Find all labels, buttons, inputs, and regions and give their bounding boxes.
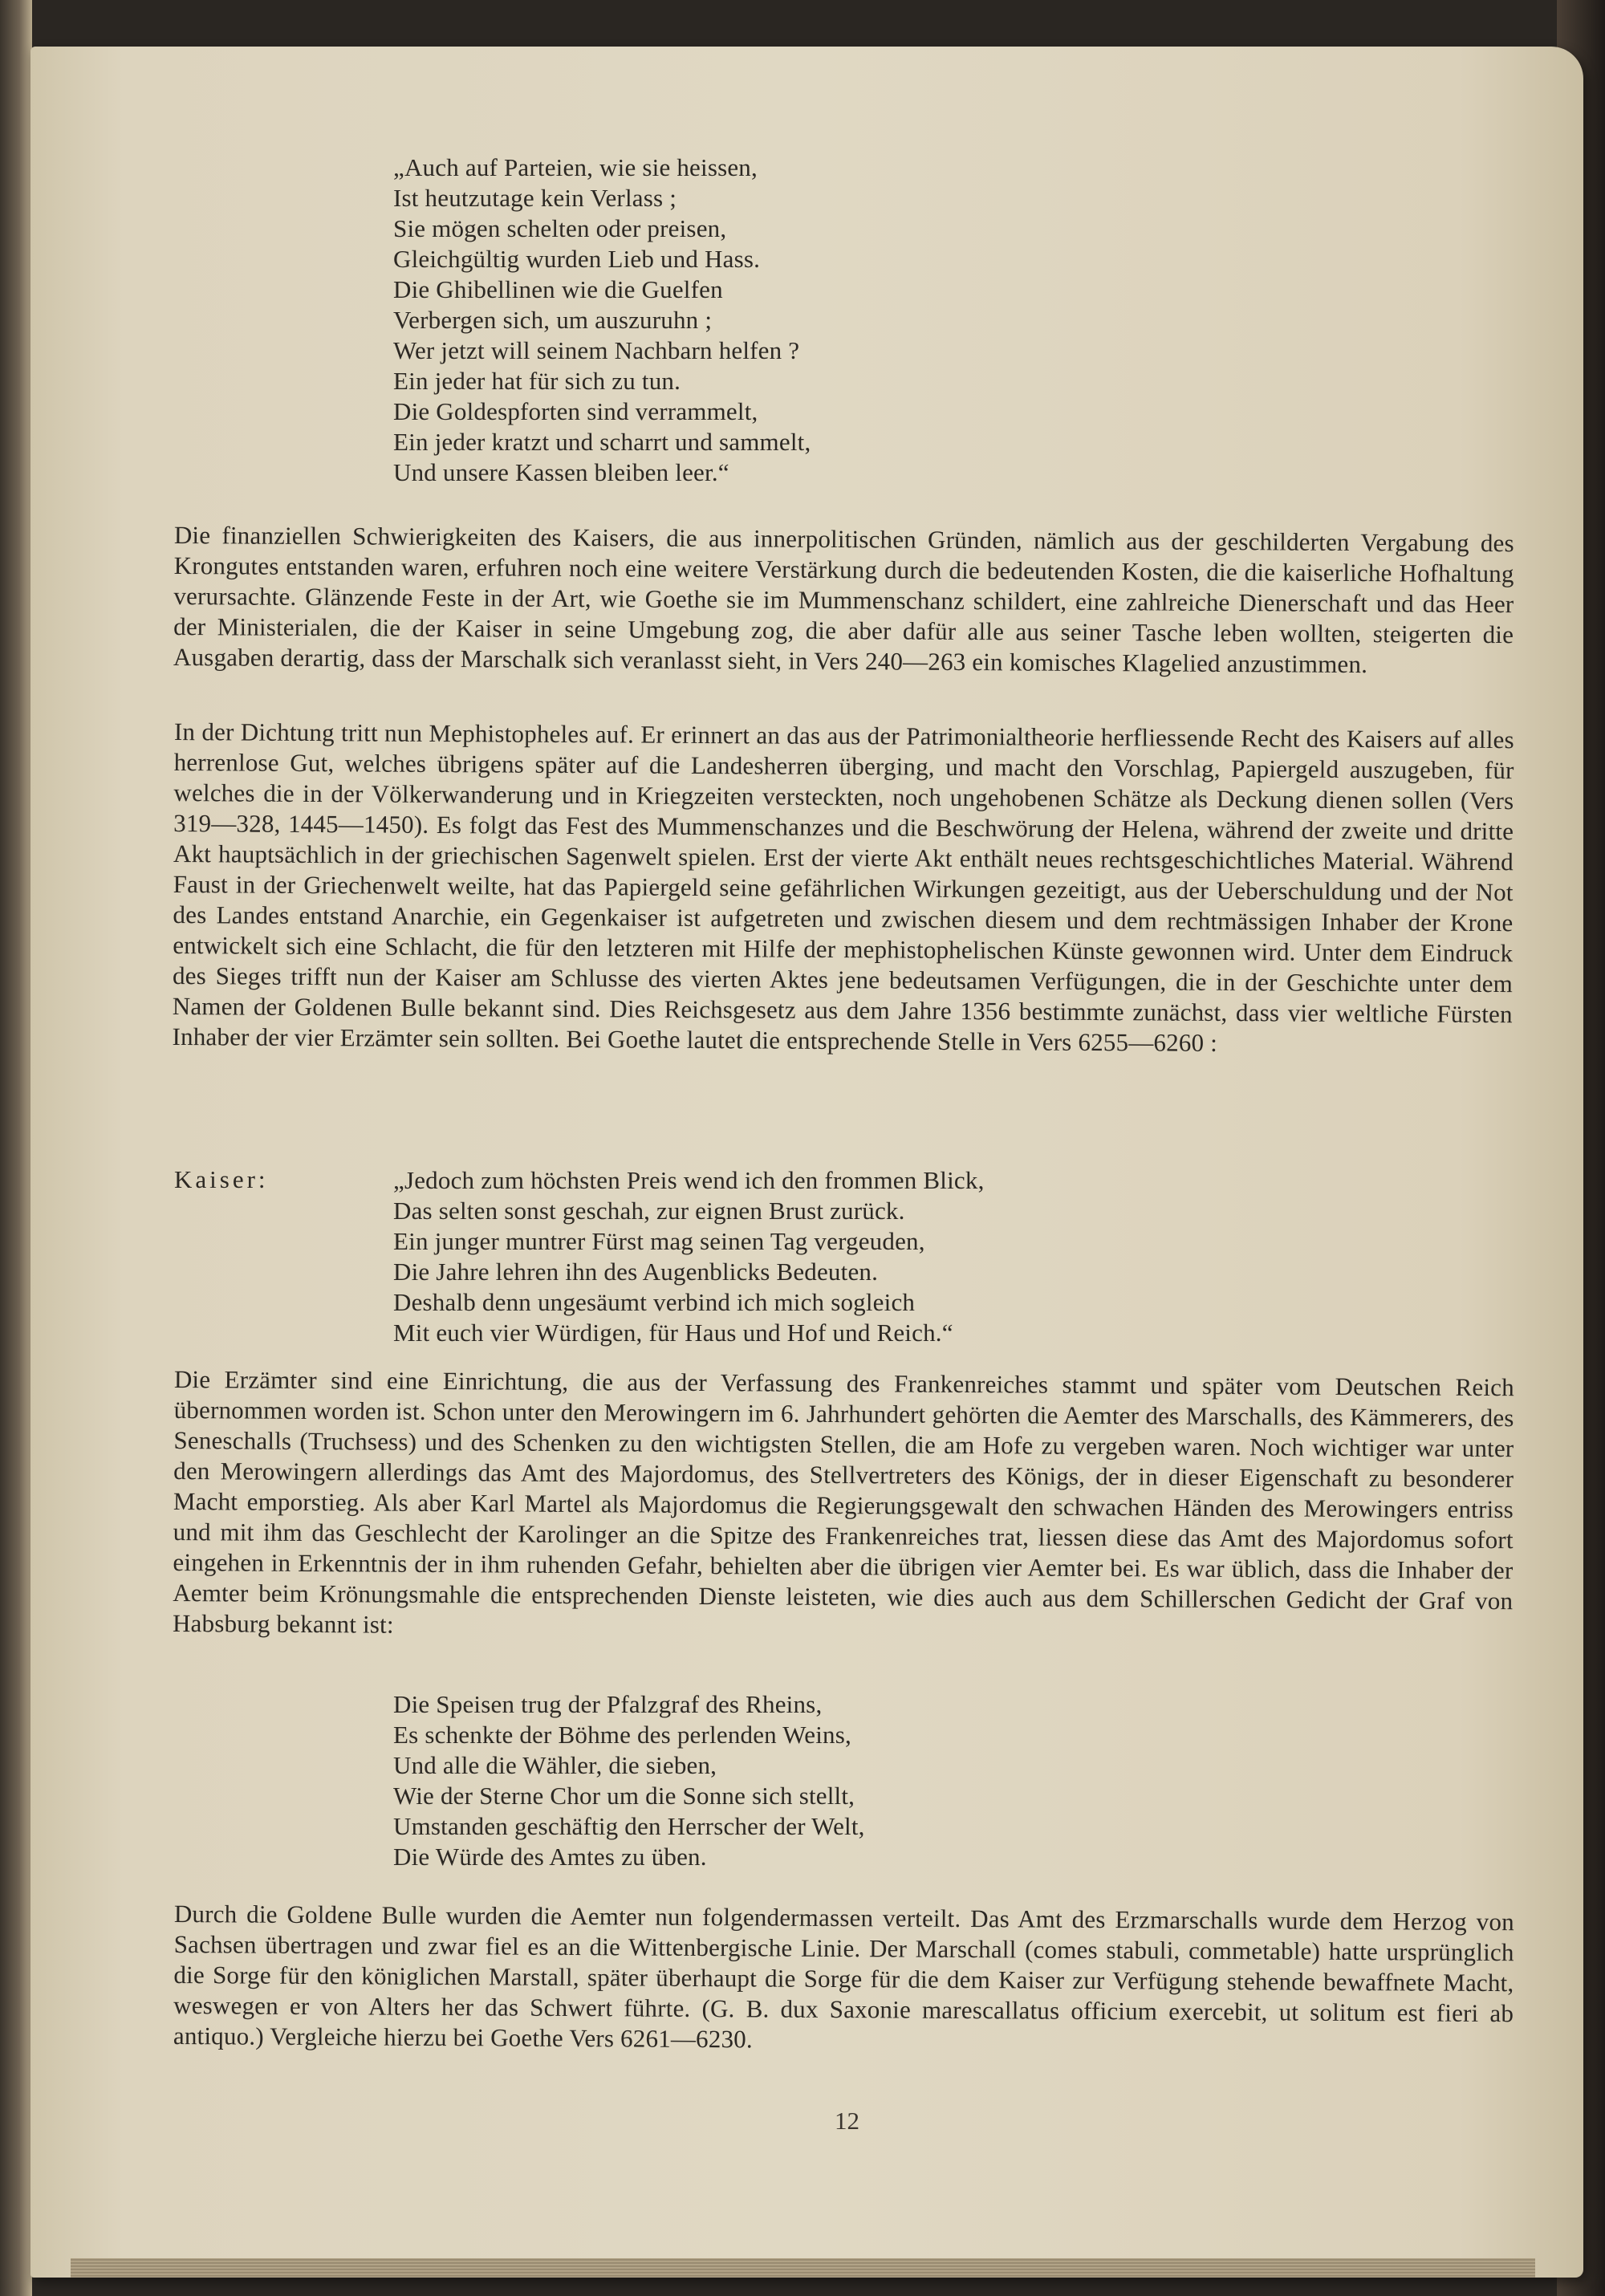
- verse-line: Die Jahre lehren ihn des Augenblicks Bedeuten.: [393, 1258, 879, 1286]
- paragraph-4: Durch die Goldene Bulle wurden die Aemter nun folgendermassen verteilt. Das Amt des Erzmarschalls wurde dem Herzog von Sachsen übertragen und zwar fiel es an die Wittenbergische Linie. Der Marschall (comes stabuli, commetable) hatte ursprünglich die Sorge für den königlichen Marstall, später überhaupt die Sorge für die dem Kaiser zur Verfügung stehende bewaffnete Macht, weswegen er von Alters her das Schwert führte. (G. B. dux Saxonie marescallatus officium exercebit, ut solitum est fieri ab antiquo.) Vergleiche hierzu bei Goethe Vers 6261—6230.: [173, 1900, 1514, 2054]
- verse-line: „Jedoch zum höchsten Preis wend ich den frommen Blick,: [393, 1166, 985, 1194]
- verse-line: Die Goldespforten sind verrammelt,: [393, 397, 758, 425]
- verse-block-1: [393, 152, 811, 488]
- verse-line: Ein jeder hat für sich zu tun.: [393, 367, 681, 395]
- verse-line: „Auch auf Parteien, wie sie heissen,: [393, 153, 758, 181]
- verse-line: Und unsere Kassen bleiben leer.“: [393, 458, 729, 486]
- verse-line: Die Ghibellinen wie die Guelfen: [393, 275, 723, 303]
- verse-line: Deshalb denn ungesäumt verbind ich mich sogleich: [393, 1288, 916, 1316]
- verse-line: Ist heutzutage kein Verlass ;: [393, 184, 677, 212]
- verse-line: Wer jetzt will seinem Nachbarn helfen ?: [393, 336, 800, 364]
- verse-line: Mit euch vier Würdigen, für Haus und Hof und Reich.“: [393, 1319, 953, 1347]
- verse-line: Sie mögen schelten oder preisen,: [393, 214, 727, 242]
- paragraph-3: Die Erzämter sind eine Einrichtung, die aus der Verfassung des Frankenreiches stammt und später vom Deutschen Reich übernommen worden ist. Schon unter den Merowingern im 6. Jahrhundert gehörten die Aemter des Marschalls, des Kämmerers, des Seneschalls (Truchsess) und des Schenken zu den wichtigsten Stellen, die am Hofe zu vergeben waren. Noch wichtiger war unter den Merowingern allerdings das Amt des Majordomus, des Stellvertreters des Königs, der in dieser Eigenschaft zu besonderer Macht emporstieg. Als aber Karl Martel als Majordomus die Regierungsgewalt den schwachen Händen des Merowingers entriss und mit ihm das Geschlecht der Karolinger an die Spitze des Frankenreiches trat, liessen diese das Amt des Majordomus sofort eingehen in Erkenntnis der in ihm ruhenden Gefahr, behielten aber die übrigen vier Aemter bei. Es war üblich, dass die Inhaber der Aemter beim Krönungsmahle die entsprechenden Dienste leisteten, wie dies auch aus dem Schillerschen Gedicht der Graf von Habsburg bekannt ist:: [172, 1365, 1514, 1639]
- verse-line: Und alle die Wähler, die sieben,: [393, 1751, 717, 1779]
- verse-block-3: [393, 1689, 865, 1872]
- verse-line: Die Speisen trug der Pfalzgraf des Rheins,: [393, 1690, 823, 1718]
- verse-line: Wie der Sterne Chor um die Sonne sich stellt,: [393, 1782, 855, 1810]
- book-spine-edge: [0, 0, 32, 2296]
- page-number: 12: [835, 2107, 859, 2135]
- verse-line: Die Würde des Amtes zu üben.: [393, 1843, 707, 1871]
- speaker-label: Kaiser:: [174, 1165, 269, 1193]
- verse-line: Das selten sonst geschah, zur eignen Brust zurück.: [393, 1197, 905, 1225]
- page-edge-stack: [71, 2258, 1535, 2278]
- paragraph-2: In der Dichtung tritt nun Mephistopheles auf. Er erinnert an das aus der Patrimonialtheorie herfliessende Recht des Kaisers auf alles herrenlose Gut, welches übrigens später auf die Landesherren überging, und macht den Vorschlag, Papiergeld auszugeben, für welches die in der Völkerwanderung und in Kriegzeiten versteckten, noch ungehobenen Schätze als Deckung dienen sollen (Vers 319—328, 1445—1450). Es folgt das Fest des Mummenschanzes und die Beschwörung der Helena, während der zweite und dritte Akt hauptsächlich in der griechischen Sagenwelt spielen. Erst der vierte Akt enthält neues rechtsgeschichtliches Material. Während Faust in der Griechenwelt weilte, hat das Papiergeld seine gefährlichen Wirkungen gezeitigt, aus der Ueberschuldung und der Not des Landes entstand Anarchie, ein Gegenkaiser ist aufgetreten und zwischen diesem und dem rechtmässigen Inhaber der Krone entwickelt sich eine Schlacht, die für den letzteren mit Hilfe der mephistophelischen Künste gewonnen wird. Unter dem Eindruck des Sieges trifft nun der Kaiser am Schlusse des vierten Aktes jene bedeutsamen Verfügungen, die in der Geschichte unter dem Namen der Goldenen Bulle bekannt sind. Dies Reichsgesetz aus dem Jahre 1356 bestimmte zunächst, dass vier weltliche Fürsten Inhaber der vier Erzämter sein sollten. Bei Goethe lautet die entsprechende Stelle in Vers 6255—6260 :: [172, 717, 1514, 1057]
- verse-line: Verbergen sich, um auszuruhn ;: [393, 306, 713, 334]
- verse-block-2: [393, 1165, 985, 1348]
- verse-line: Gleichgültig wurden Lieb und Hass.: [393, 245, 761, 273]
- verse-line: Es schenkte der Böhme des perlenden Weins,: [393, 1721, 851, 1749]
- verse-line: Umstanden geschäftig den Herrscher der Welt,: [393, 1812, 865, 1840]
- verse-line: Ein jeder kratzt und scharrt und sammelt,: [393, 428, 811, 456]
- verse-line: Ein junger muntrer Fürst mag seinen Tag vergeuden,: [393, 1227, 925, 1255]
- paragraph-1: Die finanziellen Schwierigkeiten des Kaisers, die aus innerpolitischen Gründen, nämlich aus der geschilderten Vergabung des Krongutes entstanden waren, erfuhren noch eine weitere Verstärkung durch die bedeutenden Kosten, die die kaiserliche Hofhaltung verursachte. Glänzende Feste in der Art, wie Goethe sie im Mummenschanz schildert, eine zahlreiche Dienerschaft und das Heer der Ministerialen, die der Kaiser in seine Umgebung zog, die aber dafür alle aus seiner Tasche leben wollten, steigerten die Ausgaben derartig, dass der Marschalk sich veranlasst sieht, in Vers 240—263 ein komisches Klagelied anzustimmen.: [173, 521, 1514, 679]
